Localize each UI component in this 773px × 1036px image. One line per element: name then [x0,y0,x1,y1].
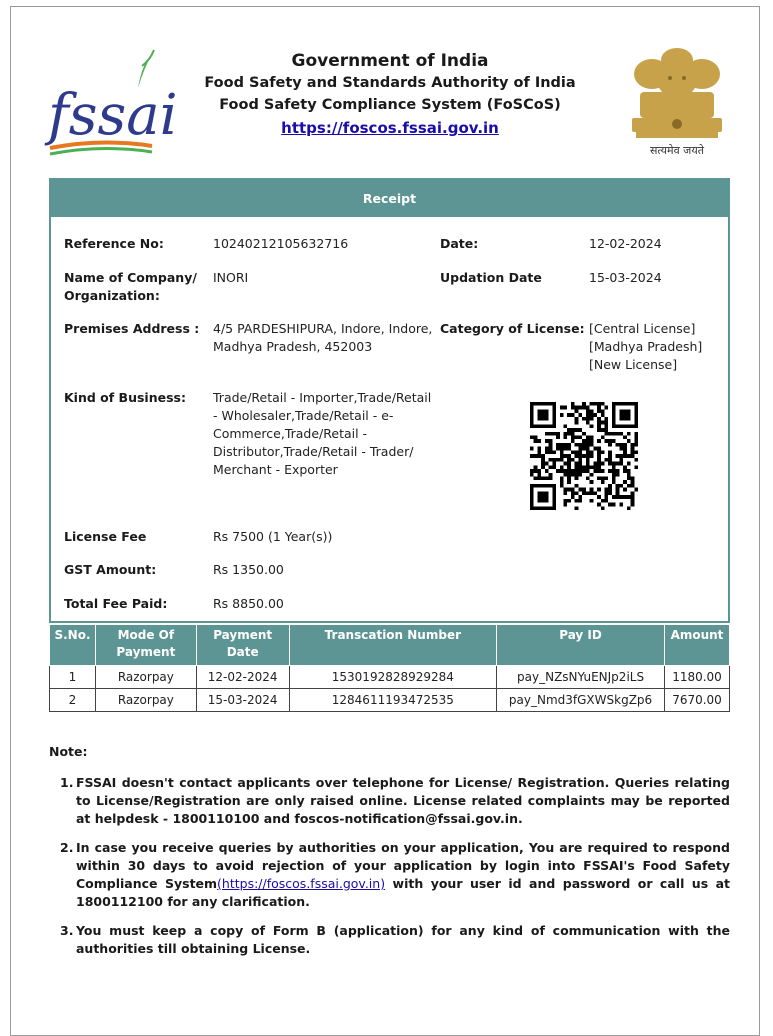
business-value: Trade/Retail - Importer,Trade/Retail - Wholesaler,Trade/Retail - e-Commerce,Trade/Retail - Distributor,Trade/Retail - Trader/ Merchant - Exporter [213,390,432,477]
license-fee-value: Rs 7500 (1 Year(s)) [213,529,333,544]
note-item-2: 2. In case you receive queries by authorities on your application, You are required to respond within 30 days to avoid rejection of your application by login into FSSAI's Food Safety Compliance System(https://foscos.fssai.gov.in) with your user id and password or call us at 1800112100 for any clarification. [60,840,730,909]
national-emblem-icon [618,44,736,158]
header-system: Food Safety Compliance System (FoSCoS) [219,97,561,113]
company-label: Name of Company/ Organization: [64,270,197,303]
reference-label: Reference No: [64,236,164,251]
note-item-1-text: FSSAI doesn't contact applicants over telephone for License/ Registration. Queries relating to License/Registration are only raised online. License related complaints may be reported at helpdesk - 1800110100 and foscos-notification@fssai.gov.in. [76,775,730,826]
cell-date: 15-03-2024 [196,689,289,712]
col-header-mode: Mode Of Payment [95,625,196,666]
company-value: INORI [213,270,249,285]
receipt-box [49,178,730,623]
col-header-sno: S.No. [50,625,96,666]
note-item-1: 1. FSSAI doesn't contact applicants over telephone for License/ Registration. Queries relating to License/Registration are only raised online. License related complaints may be reported at helpdesk - 1800110100 and foscos-notification@fssai.gov.in. [60,775,730,826]
note-item-2-tail: with your user id and password or call us at 1800112100 for any clarification. [76,876,730,909]
table-header-row [50,625,730,666]
note-item-3: 3. You must keep a copy of Form B (application) for any kind of communication with the authorities till obtaining License. [60,923,730,956]
note-item-3-text: You must keep a copy of Form B (application) for any kind of communication with the authorities till obtaining License. [76,923,730,956]
receipt-heading: Receipt [51,180,728,217]
date-label: Date: [440,236,479,251]
address-label: Premises Address : [64,321,200,336]
category-value-1: [Central License] [589,321,696,336]
foscos-link[interactable]: https://foscos.fssai.gov.in [281,119,499,137]
total-fee-value: Rs 8850.00 [213,596,284,611]
cell-amount: 1180.00 [665,666,730,689]
cell-amount: 7670.00 [665,689,730,712]
cell-transaction: 1530192828929284 [289,666,497,689]
gst-label: GST Amount: [64,562,157,577]
reference-value: 10240212105632716 [213,236,349,251]
header-authority: Food Safety and Standards Authority of India [204,75,576,91]
address-value: 4/5 PARDESHIPURA, Indore, Indore, Madhya Pradesh, 452003 [213,321,433,354]
gst-value: Rs 1350.00 [213,562,284,577]
updation-date-label: Updation Date [440,270,542,285]
category-label: Category of License: [440,321,585,336]
note-item-2-text: In case you receive queries by authorities on your application, You are required to respond within 30 days to avoid rejection of your application by login into FSSAI's Food Safety Compliance System [76,840,730,891]
col-header-date: Payment Date [196,625,289,666]
header-title: Government of India [291,51,489,71]
col-header-amount: Amount [665,625,730,666]
category-value-3: [New License] [589,357,678,372]
qr-code [529,402,639,510]
table-row [50,666,730,689]
payments-table [49,624,730,712]
document-header [160,50,620,140]
cell-date: 12-02-2024 [196,666,289,689]
fssai-logo-text: fssai [48,83,178,148]
category-value-2: [Madhya Pradesh] [589,339,703,354]
col-header-transaction: Transcation Number [289,625,497,666]
fssai-logo [46,46,178,158]
foscos-inline-link[interactable]: (https://foscos.fssai.gov.in) [217,876,386,891]
date-value: 12-02-2024 [589,236,662,251]
cell-mode: Razorpay [95,666,196,689]
updation-date-value: 15-03-2024 [589,270,662,285]
cell-mode: Razorpay [95,689,196,712]
business-label: Kind of Business: [64,390,186,405]
note-title: Note: [49,744,88,759]
license-fee-label: License Fee [64,529,147,544]
cell-sno: 2 [50,689,96,712]
col-header-payid: Pay ID [497,625,665,666]
total-fee-label: Total Fee Paid: [64,596,168,611]
cell-transaction: 1284611193472535 [289,689,497,712]
notes-list [60,774,730,969]
emblem-caption: सत्यमेव जयते [649,144,705,157]
table-row [50,689,730,712]
cell-sno: 1 [50,666,96,689]
cell-payid: pay_Nmd3fGXWSkgZp6 [497,689,665,712]
cell-payid: pay_NZsNYuENJp2iLS [497,666,665,689]
